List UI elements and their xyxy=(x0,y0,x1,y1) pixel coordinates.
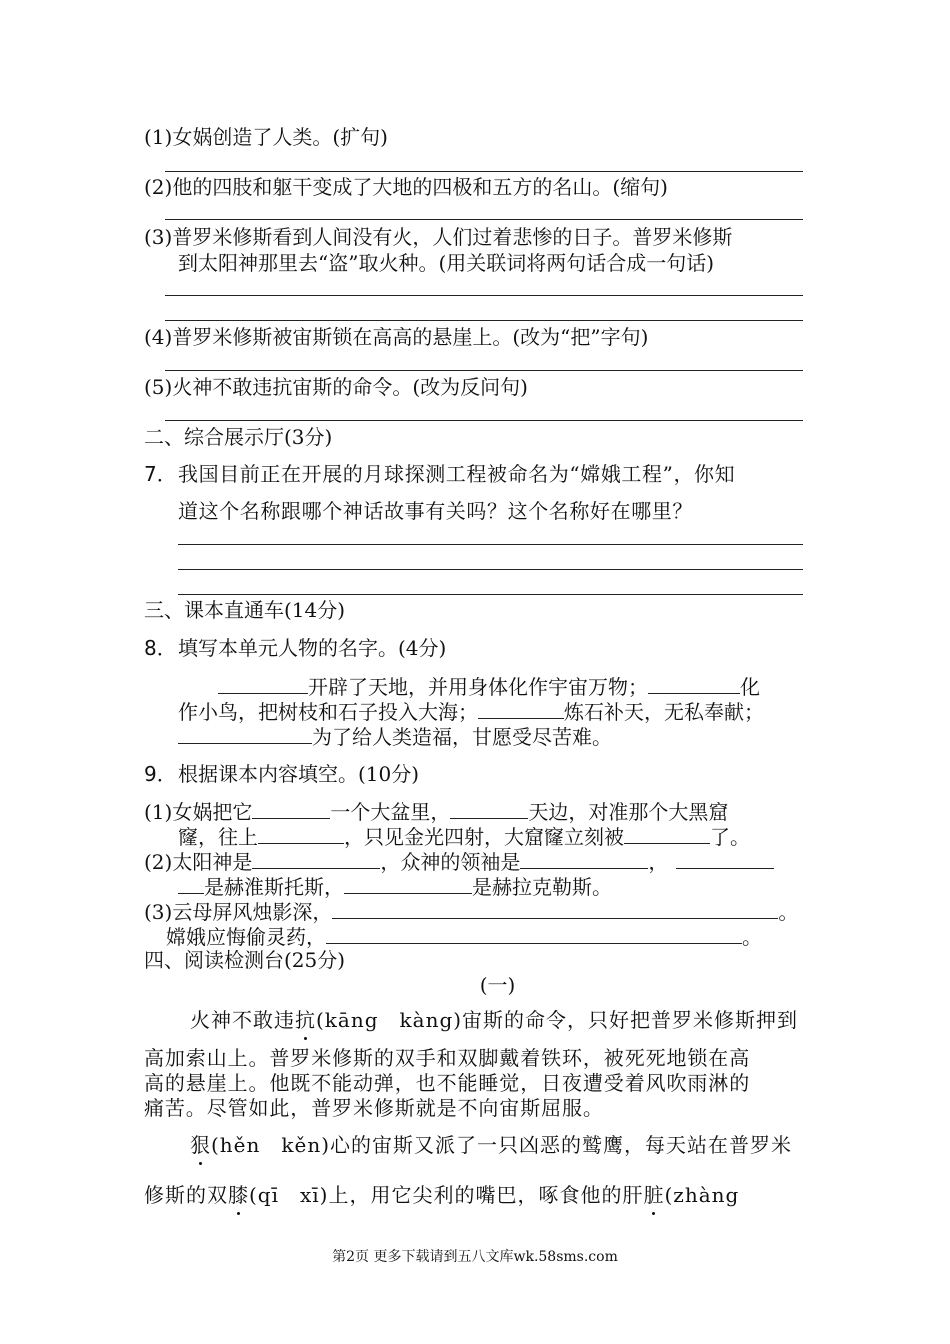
q9-1-line1: (1)女娲把它 一个大盆里， 天边，对准那个大黑窟 xyxy=(144,800,729,824)
q8-number: 8． xyxy=(144,636,177,660)
fill-blank[interactable] xyxy=(258,823,344,844)
answer-line[interactable] xyxy=(165,171,803,172)
answer-line[interactable] xyxy=(178,569,803,570)
answer-line[interactable] xyxy=(165,320,803,321)
q6-item-3-line1: (3)普罗米修斯看到人间没有火，人们过着悲惨的日子。普罗米修斯 xyxy=(144,225,733,249)
q7-text-line2: 道这个名称跟哪个神话故事有关吗？这个名称好在哪里？ xyxy=(178,499,693,523)
passage-line1: 火神不敢违抗(kāng kàng)宙斯的命令，只好把普罗米修斯押到 xyxy=(190,1008,799,1032)
q6-item-1: (1)女娲创造了人类。(扩句) xyxy=(144,125,388,149)
answer-line[interactable] xyxy=(165,420,803,421)
q8-line1: 开辟了天地，并用身体化作宇宙万物； 化 xyxy=(178,673,760,700)
q9-number: 9． xyxy=(144,762,177,786)
passage-line3: 高的悬崖上。他既不能动弹，也不能睡觉，日夜遭受着风吹雨淋的 xyxy=(144,1071,751,1095)
fill-blank[interactable] xyxy=(624,823,710,844)
section-2-heading: 二、综合展示厅(3分) xyxy=(144,425,333,449)
fill-blank[interactable] xyxy=(326,923,742,944)
passage-line4: 痛苦。尽管如此，普罗米修斯就是不向宙斯屈服。 xyxy=(144,1096,604,1120)
answer-line[interactable] xyxy=(165,219,803,220)
q6-item-4: (4)普罗米修斯被宙斯锁在高高的悬崖上。(改为“把”字句) xyxy=(144,325,649,349)
fill-blank[interactable] xyxy=(218,673,308,694)
answer-line[interactable] xyxy=(165,295,803,296)
q8-line3: 为了给人类造福，甘愿受尽苦难。 xyxy=(178,723,612,750)
passage-title: (一) xyxy=(479,973,516,997)
q9-1-line2: 窿，往上 ，只见金光四射，大窟窿立刻被 了。 xyxy=(178,825,750,849)
q9-2-line1: (2)太阳神是 ，众神的领袖是 ， xyxy=(144,848,774,875)
q9-3-line1: (3)云母屏风烛影深， 。 xyxy=(144,900,799,924)
fill-blank[interactable] xyxy=(252,798,330,819)
q9-2-line2: 是赫淮斯托斯， 是赫拉克勒斯。 xyxy=(178,873,612,900)
q8-line2: 作小鸟，把树枝和石子投入大海； 炼石补天，无私奉献； xyxy=(178,700,764,724)
fill-blank[interactable] xyxy=(676,848,774,869)
q7-text-line1: 我国目前正在开展的月球探测工程被命名为“嫦娥工程”，你知 xyxy=(178,462,736,486)
fill-blank[interactable] xyxy=(344,873,472,894)
fill-blank[interactable] xyxy=(478,698,564,719)
q6-item-5: (5)火神不敢违抗宙斯的命令。(改为反问句) xyxy=(144,375,528,399)
q6-item-3-line2: 到太阳神那里去“盗”取火种。(用关联词将两句话合成一句话) xyxy=(178,251,715,275)
fill-blank[interactable] xyxy=(252,848,380,869)
answer-line[interactable] xyxy=(178,544,803,545)
section-3-heading: 三、课本直通车(14分) xyxy=(144,598,346,622)
answer-line[interactable] xyxy=(178,594,803,595)
q9-title: 根据课本内容填空。(10分) xyxy=(178,762,420,786)
fill-blank[interactable] xyxy=(332,898,778,919)
q8-title: 填写本单元人物的名字。(4分) xyxy=(178,636,447,660)
passage-line6: 修斯的双膝(qī xī)上，用它尖利的嘴巴，啄食他的肝脏(zhàng xyxy=(144,1183,740,1207)
page-footer: 第2页 更多下载请到五八文库wk.58sms.com xyxy=(332,1249,618,1265)
q6-item-2: (2)他的四肢和躯干变成了大地的四极和五方的名山。(缩句) xyxy=(144,175,668,199)
passage-line5: 狠(hěn kěn)心的宙斯又派了一只凶恶的鹫鹰，每天站在普罗米 xyxy=(190,1133,793,1157)
fill-blank[interactable] xyxy=(450,798,528,819)
q7-number: 7． xyxy=(144,462,177,486)
q9-3-line2: 嫦娥应悔偷灵药， 。 xyxy=(166,925,762,949)
fill-blank[interactable] xyxy=(178,723,312,744)
answer-line[interactable] xyxy=(165,370,803,371)
passage-line2: 高加索山上。普罗米修斯的双手和双脚戴着铁环，被死死地锁在高 xyxy=(144,1046,751,1070)
section-4-heading: 四、阅读检测台(25分) xyxy=(144,948,346,972)
fill-blank[interactable] xyxy=(648,673,740,694)
fill-blank[interactable] xyxy=(178,873,204,894)
fill-blank[interactable] xyxy=(520,848,648,869)
